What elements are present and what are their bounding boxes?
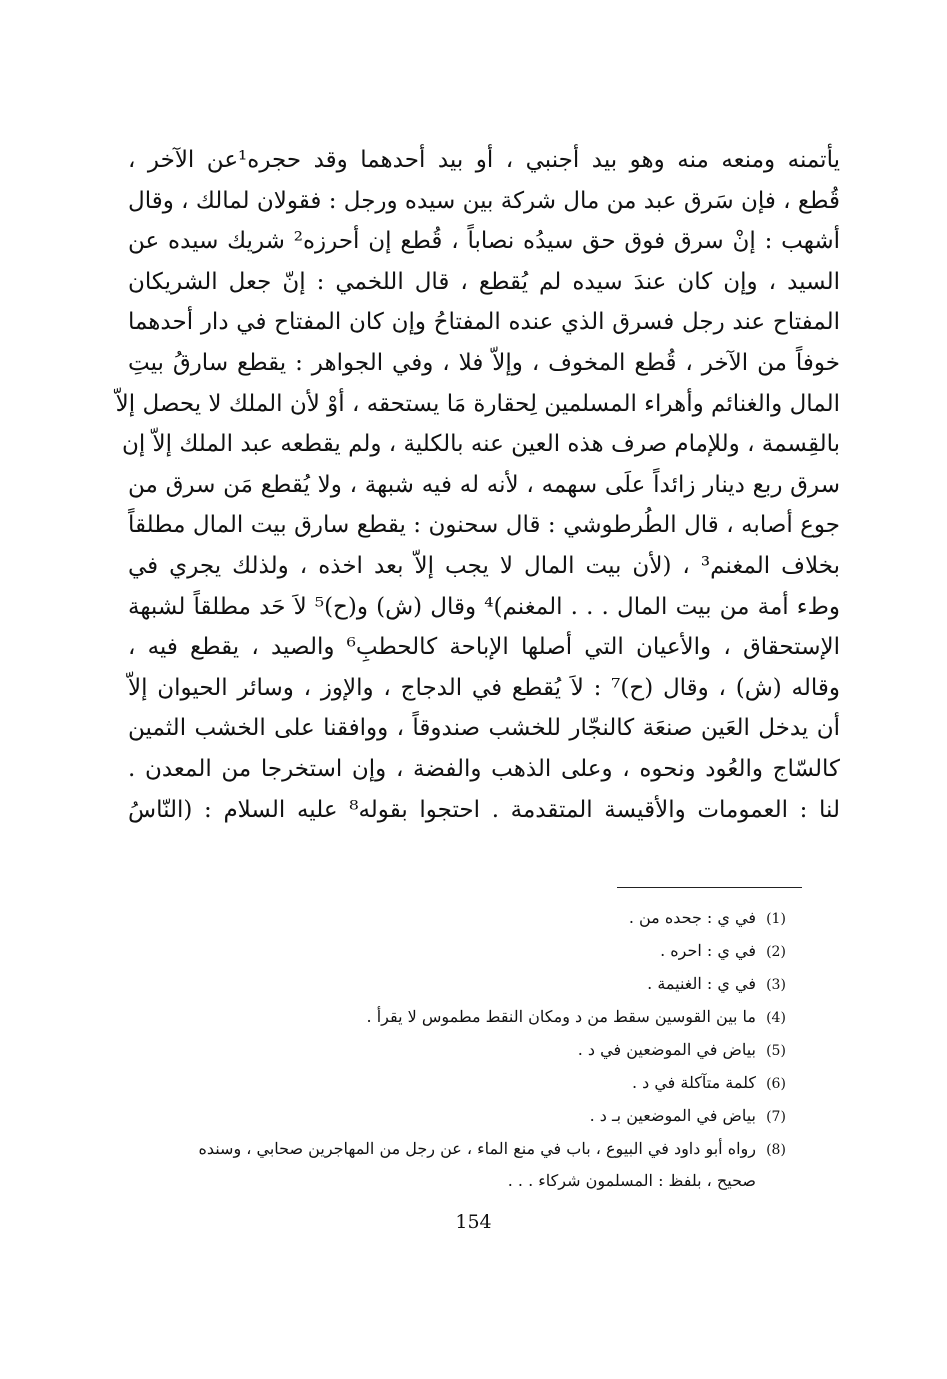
footnote-text: ما بين القوسين سقط من د ومكان النقط مطموس لا يقرأ . <box>366 1007 756 1026</box>
text-line: قُطع ، فإن سَرق عبد من مال شركة بين سيده ورجل : فقولان لمالك ، وقال <box>128 187 840 214</box>
footnote-number: (7) <box>766 1109 786 1125</box>
footnote <box>120 902 796 935</box>
footnote <box>120 1034 796 1067</box>
footnote-number: (4) <box>766 1010 786 1026</box>
footnote-number: (2) <box>766 944 786 960</box>
text-line: المال والغنائم وأهراء المسلمين لِحقارة مَا يستحقه ، أوْ لأن الملك لا يحصل إلاّ <box>115 390 840 417</box>
footnote-text: رواه أبو داود في البيوع ، باب في منع الماء ، عن رجل من المهاجرين صحابي ، وسنده <box>198 1139 756 1158</box>
footnote-continuation: صحيح ، بلفظ : المسلمون شركاء . . . <box>507 1171 756 1190</box>
footnote-text: في ي : احره . <box>660 941 756 960</box>
text-line: أشهب : إنْ سرق فوق حق سيدُه نصاباً ، قُطع إن أحرزه² شريك سيده عن <box>128 228 840 255</box>
text-line: أن يدخل العَين صنعَة كالنجّار للخشب صندوقاً ، ووافقنا على الخشب الثمين <box>128 715 840 742</box>
footnote-text: كلمة متآكلة في د . <box>631 1073 756 1092</box>
footnote <box>120 1067 796 1100</box>
text-line: سرق ربع دينار زائداً علَى سهمه ، لأنه له فيه شبهة ، ولا يُقطع مَن سرق من <box>128 471 840 498</box>
text-line: يأتمنه ومنعه منه وهو بيد أجنبي ، أو بيد أحدهما وقد حجره¹عن الآخر ، <box>128 147 840 173</box>
main-text <box>115 140 841 830</box>
page-number: 154 <box>455 1211 492 1233</box>
text-line: الإستحقاق ، والأعيان التي أصلها الإباحة كالحطبِ⁶ والصيد ، يقطع فيه ، <box>128 634 841 661</box>
text-line: بالقِسمة ، وللإمام صرف هذه العين عنه بالكلية ، ولم يقطعه عبد الملك إلاّ إن <box>121 431 840 458</box>
footnote-number: (1) <box>766 911 786 927</box>
footnote-text: بياض في الموضعين بـ د . <box>589 1106 756 1125</box>
footnote-number: (5) <box>766 1043 786 1059</box>
footnote-text: بياض في الموضعين في د . <box>577 1040 756 1059</box>
text-line: جوع أصابه ، قال الطُرطوشي : قال سحنون : يقطع سارق بيت المال مطلقاً <box>128 512 840 539</box>
footnote-number: (3) <box>766 977 786 993</box>
text-line: لنا : العمومات والأقيسة المتقدمة . احتجوا بقوله⁸ عليه السلام : (النّاسُ <box>128 796 840 823</box>
footnote-text: في ي : الغنيمة . <box>647 974 756 993</box>
text-line: وقاله (ش) ، وقال (ح)⁷ : لاَ يُقطع في الدجاج ، والإوز ، وسائر الحيوان إلاّ <box>128 674 840 701</box>
text-line: السيد ، وإن كان عندَ سيده لم يُقطع ، قال اللخمي : إنّ جعل الشريكان <box>128 268 840 295</box>
footnote-text: في ي : جحده من . <box>628 908 756 927</box>
footnotes <box>120 902 796 1196</box>
text-line: وطء أمة من بيت المال . . . المغنم)⁴ وقال (ش) و(ح)⁵ لاَ حَد مطلقاً لشبهة <box>128 593 840 620</box>
text-line: المفتاح عند رجل فسرق الذي عنده المفتاحُ وإن كان المفتاح في دار أحدهما <box>128 309 840 336</box>
footnote-number: (6) <box>766 1076 786 1092</box>
footnote <box>120 935 796 968</box>
footnote <box>120 1001 796 1034</box>
footnote-separator <box>617 887 802 888</box>
footnote-number: (8) <box>766 1142 786 1158</box>
footnote <box>120 1100 796 1133</box>
text-line: كالسّاج والعُود ونحوه ، وعلى الذهب والفضة ، وإن استخرجا من المعدن . <box>128 755 840 782</box>
text-line: بخلاف المغنم³ ، (لأن بيت المال لا يجب إلاّ بعد اخذه ، ولذلك يجري في <box>128 552 840 579</box>
footnote <box>120 968 796 1001</box>
footnote <box>120 1133 796 1166</box>
text-line: خوفاً من الآخر ، قُطع المخوف ، وإلاّ فلا ، وفي الجواهر : يقطع سارقُ بيتِ <box>128 349 840 376</box>
